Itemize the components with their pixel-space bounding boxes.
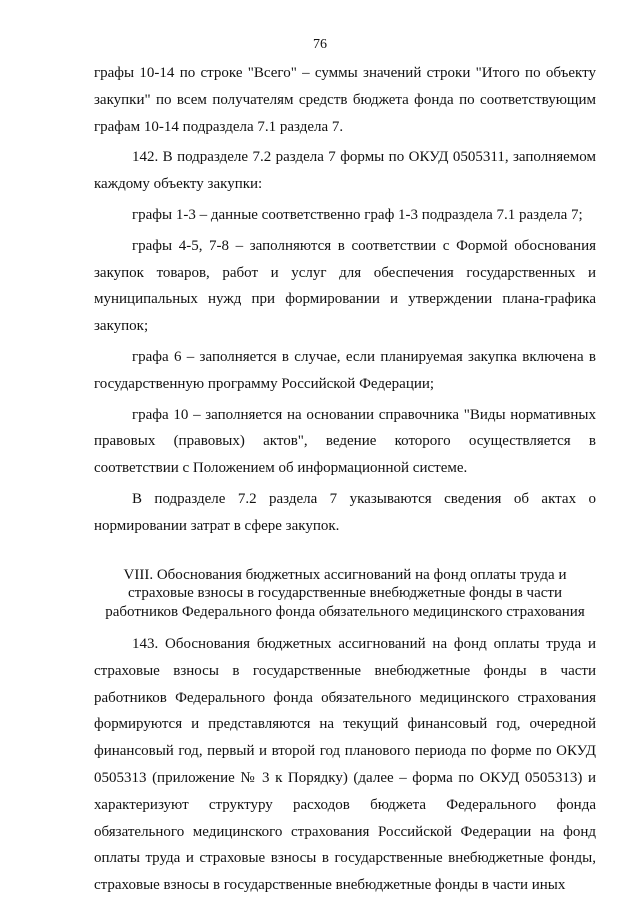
section-heading-line: страховые взносы в государственные внебюджетные фонды в части [128, 585, 562, 602]
paragraph-norms: В подразделе 7.2 раздела 7 указываются сведения об актах о нормировании затрат в сфере закупок. [94, 490, 596, 534]
paragraph-graphs-10-14: графы 10-14 по строке "Всего" – суммы значений строки "Итого по объекту закупки" по всем получателям средств бюджета фонда по соответствующим графам 10-14 подраздела 7.1 раздела 7. [94, 65, 596, 135]
page-number: 76 [313, 37, 327, 52]
paragraph-142: 142. В подразделе 7.2 раздела 7 формы по ОКУД 0505311, заполняемом каждому объекту закупки: [94, 149, 596, 193]
paragraph-graphs-1-3: графы 1-3 – данные соответственно граф 1-3 подраздела 7.1 раздела 7; [132, 206, 583, 223]
section-heading-line: работников Федерального фонда обязательного медицинского страхования [105, 603, 585, 620]
paragraph-graph-6: графа 6 – заполняется в случае, если планируемая закупка включена в государственную программу Российской Федерации; [94, 348, 596, 392]
section-heading-viii [94, 566, 596, 622]
paragraph-graph-10: графа 10 – заполняется на основании справочника "Виды нормативных правовых (правовых) актов", ведение которого осуществляется в соответствии с Положением об информационной системе. [94, 406, 596, 477]
paragraph-graphs-4-5-7-8: графы 4-5, 7-8 – заполняются в соответствии с Формой обоснования закупок товаров, работ и услуг для обеспечения государственных и муниципальных нужд при формировании и утверждении плана-графика закупок; [94, 237, 596, 335]
section-heading-line: VIII. Обоснования бюджетных ассигнований на фонд оплаты труда и [123, 566, 567, 583]
document-body [94, 60, 596, 899]
paragraph-143: 143. Обоснования бюджетных ассигнований на фонд оплаты труда и страховые взносы в государственные внебюджетные фонды в части работников Федерального фонда обязательного медицинского страхования формируются и представляются на текущий финансовый год, очередной финансовый год, первый и второй год планового периода по форме по ОКУД 0505313 (приложение № 3 к Порядку) (далее – форма по ОКУД 0505313) и характеризуют структуру расходов бюджета Федерального фонда обязательного медицинского страхования Российской Федерации на фонд оплаты труда и страховые взносы в государственные внебюджетные фонды, страховые взносы в государственные внебюджетные фонды в части иных [94, 636, 596, 894]
